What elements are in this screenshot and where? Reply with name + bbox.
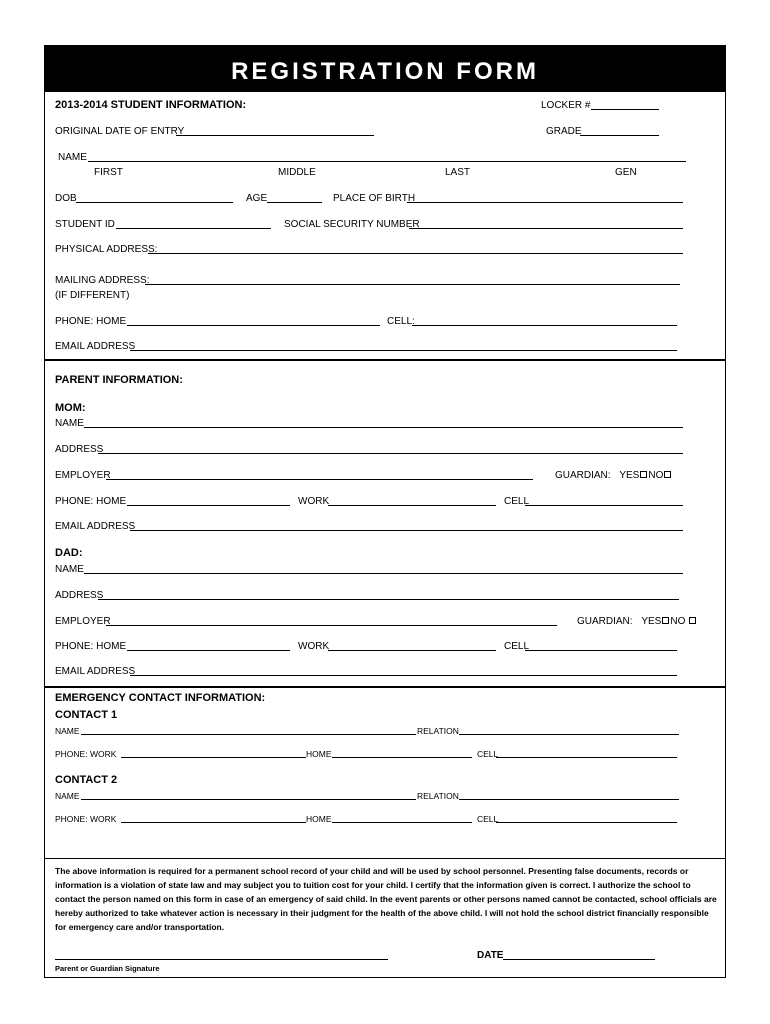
student-phone-home-label: PHONE: HOME: [55, 316, 127, 327]
name-label: NAME: [58, 152, 87, 163]
mom-work-label: WORK: [298, 496, 330, 507]
mom-guardian-no-checkbox[interactable]: [664, 471, 671, 478]
mom-no-label: NO: [648, 470, 664, 481]
dad-phone-home-label: PHONE: HOME: [55, 641, 127, 652]
contact2-heading: CONTACT 2: [55, 774, 118, 786]
certification-statement: The above information is required for a permanent school record of your child and will be used by school personnel. Presenting false documents, records or information is a violation of state law and may subject you to tuition cost for your child. I certify that the information given is correct. I authorize the school to contact the person named on this form in case of an emergency of said child. In the event parents or other persons named cannot be contacted, school officials are hereby authorized to take whatever action is necessary in their judgment for the health of the above child. I will not hold the school district financially responsible for emergency care and/or transportation.: [55, 866, 717, 932]
contact2-cell-field[interactable]: [496, 822, 677, 823]
section-divider: [45, 359, 725, 361]
dad-yes-label: YES: [641, 616, 662, 627]
mom-cell-label: CELL: [504, 496, 530, 507]
grade-label: GRADE: [546, 126, 582, 137]
name-gen-caption: GEN: [615, 167, 637, 178]
original-entry-label: ORIGINAL DATE OF ENTRY: [55, 126, 185, 137]
student-cell-field[interactable]: [412, 325, 677, 326]
ssn-field[interactable]: [409, 228, 683, 229]
student-email-field[interactable]: [130, 350, 677, 351]
contact2-relation-field[interactable]: [459, 799, 679, 800]
mom-yes-label: YES: [619, 470, 640, 481]
contact1-phone-work-label: PHONE: WORK: [55, 749, 117, 759]
contact1-home-field[interactable]: [332, 757, 472, 758]
student-phone-home-field[interactable]: [127, 325, 380, 326]
dad-cell-field[interactable]: [525, 650, 677, 651]
section-divider: [45, 858, 725, 859]
dad-phone-home-field[interactable]: [127, 650, 290, 651]
dad-guardian-no-checkbox[interactable]: [689, 617, 696, 624]
dad-cell-label: CELL: [504, 641, 530, 652]
mom-phone-home-field[interactable]: [127, 505, 290, 506]
ssn-label: SOCIAL SECURITY NUMBER: [284, 219, 420, 230]
mailing-address-field[interactable]: [145, 284, 680, 285]
section-divider: [45, 686, 725, 688]
grade-field[interactable]: [580, 135, 659, 136]
dad-address-label: ADDRESS: [55, 590, 104, 601]
signature-field[interactable]: [55, 959, 388, 960]
name-first-caption: FIRST: [94, 167, 123, 178]
mom-email-field[interactable]: [130, 530, 683, 531]
contact2-cell-label: CELL: [477, 814, 499, 824]
mom-address-label: ADDRESS: [55, 444, 104, 455]
date-field[interactable]: [503, 959, 655, 960]
mom-name-field[interactable]: [84, 427, 683, 428]
locker-label: LOCKER #: [541, 100, 591, 111]
contact1-relation-field[interactable]: [459, 734, 679, 735]
name-last-caption: LAST: [445, 167, 471, 178]
if-different-note: (IF DIFFERENT): [55, 290, 130, 301]
dob-field[interactable]: [76, 202, 233, 203]
dad-email-field[interactable]: [130, 675, 677, 676]
contact2-work-field[interactable]: [121, 822, 306, 823]
mom-guardian-yes-checkbox[interactable]: [640, 471, 647, 478]
dad-work-field[interactable]: [328, 650, 496, 651]
student-section-title: 2013-2014 STUDENT INFORMATION:: [55, 99, 247, 111]
mom-name-label: NAME: [55, 418, 84, 429]
registration-form: [44, 45, 726, 978]
dad-name-field[interactable]: [84, 573, 683, 574]
dad-employer-field[interactable]: [106, 625, 557, 626]
contact1-cell-label: CELL: [477, 749, 499, 759]
student-cell-label: CELL:: [387, 316, 415, 327]
emergency-section-title: EMERGENCY CONTACT INFORMATION:: [55, 692, 266, 704]
mom-work-field[interactable]: [328, 505, 496, 506]
physical-address-field[interactable]: [148, 253, 683, 254]
dad-guardian-label: GUARDIAN:: [577, 616, 633, 627]
mom-guardian-row: [555, 470, 672, 482]
age-label: AGE: [246, 193, 268, 204]
form-title: REGISTRATION FORM: [45, 46, 725, 92]
mom-phone-home-label: PHONE: HOME: [55, 496, 127, 507]
contact1-cell-field[interactable]: [496, 757, 677, 758]
contact1-relation-label: RELATION: [417, 726, 459, 736]
contact2-home-field[interactable]: [332, 822, 472, 823]
contact1-home-label: HOME: [306, 749, 332, 759]
mom-employer-field[interactable]: [106, 479, 533, 480]
signature-caption: Parent or Guardian Signature: [55, 964, 160, 973]
contact1-work-field[interactable]: [121, 757, 306, 758]
dad-name-label: NAME: [55, 564, 84, 575]
student-id-field[interactable]: [116, 228, 271, 229]
physical-address-label: PHYSICAL ADDRESS:: [55, 244, 158, 255]
place-of-birth-label: PLACE OF BIRTH: [333, 193, 416, 204]
dad-address-field[interactable]: [98, 599, 679, 600]
dad-guardian-row: [577, 616, 697, 628]
contact1-name-field[interactable]: [81, 734, 416, 735]
contact2-phone-work-label: PHONE: WORK: [55, 814, 117, 824]
student-name-field[interactable]: [88, 161, 686, 162]
age-field[interactable]: [267, 202, 322, 203]
dad-email-label: EMAIL ADDRESS: [55, 666, 136, 677]
mom-guardian-label: GUARDIAN:: [555, 470, 611, 481]
mailing-address-label: MAILING ADDRESS:: [55, 275, 150, 286]
contact2-relation-label: RELATION: [417, 791, 459, 801]
dad-employer-label: EMPLOYER: [55, 616, 111, 627]
contact1-name-label: NAME: [55, 726, 80, 736]
dad-work-label: WORK: [298, 641, 330, 652]
place-of-birth-field[interactable]: [407, 202, 683, 203]
dad-heading: DAD:: [55, 547, 83, 559]
contact2-name-field[interactable]: [81, 799, 416, 800]
date-label: DATE: [477, 950, 504, 961]
original-entry-field[interactable]: [176, 135, 374, 136]
contact2-home-label: HOME: [306, 814, 332, 824]
mom-cell-field[interactable]: [525, 505, 683, 506]
locker-field[interactable]: [591, 109, 659, 110]
mom-heading: MOM:: [55, 402, 86, 414]
name-middle-caption: MIDDLE: [278, 167, 316, 178]
dob-label: DOB: [55, 193, 77, 204]
student-email-label: EMAIL ADDRESS: [55, 341, 136, 352]
student-id-label: STUDENT ID: [55, 219, 115, 230]
mom-email-label: EMAIL ADDRESS: [55, 521, 136, 532]
mom-employer-label: EMPLOYER: [55, 470, 111, 481]
contact1-heading: CONTACT 1: [55, 709, 118, 721]
dad-guardian-yes-checkbox[interactable]: [662, 617, 669, 624]
dad-no-label: NO: [670, 616, 686, 627]
parent-section-title: PARENT INFORMATION:: [55, 374, 183, 386]
contact2-name-label: NAME: [55, 791, 80, 801]
mom-address-field[interactable]: [98, 453, 683, 454]
